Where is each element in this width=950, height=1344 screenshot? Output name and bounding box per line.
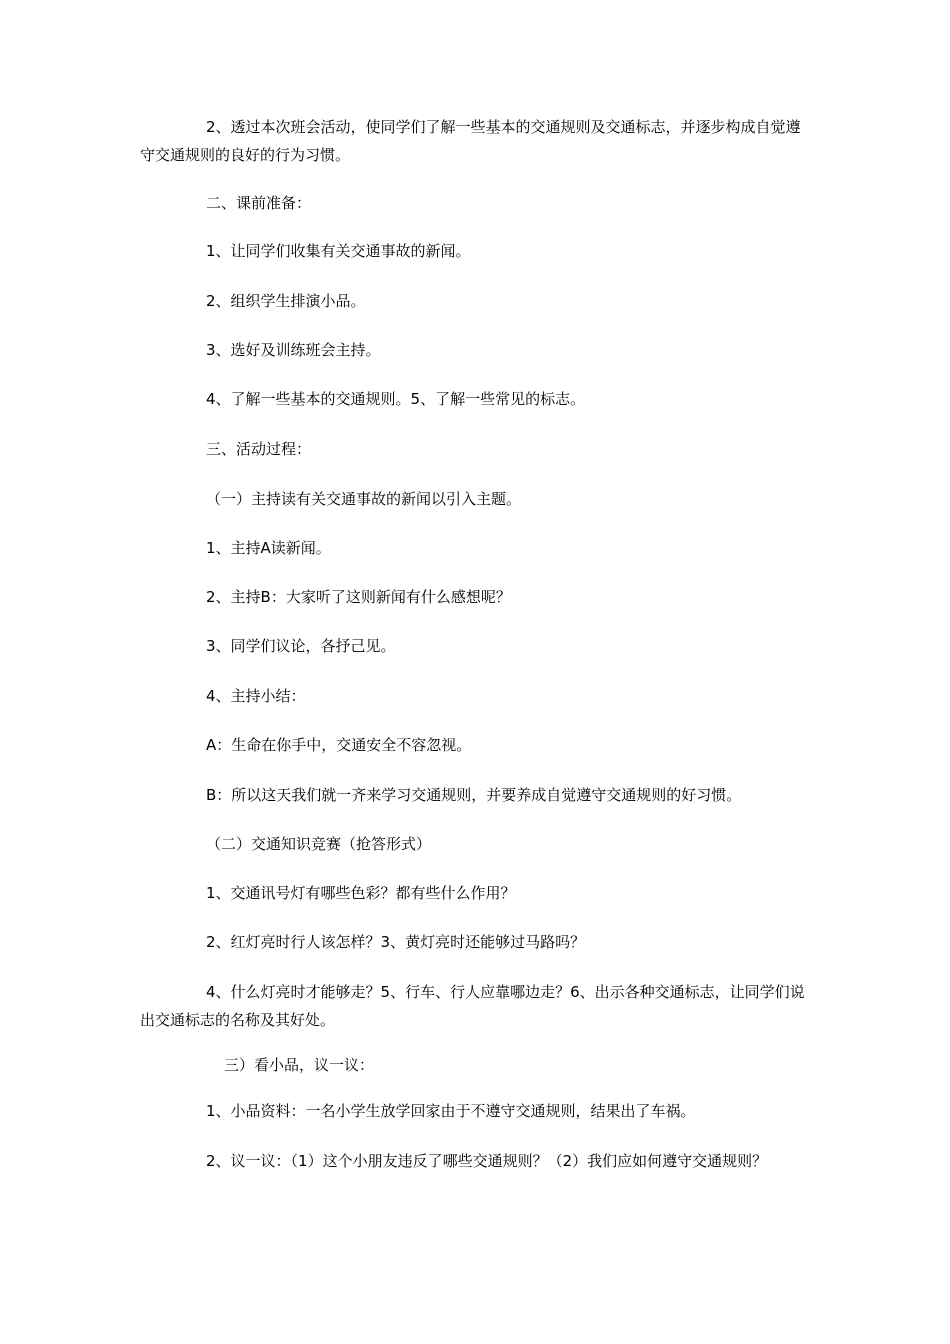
- paragraph-prep-2: 2、组织学生排演小品。: [206, 292, 366, 310]
- paragraph-quiz-2-3: 2、红灯亮时行人该怎样？3、黄灯亮时还能够过马路吗？: [206, 933, 586, 951]
- paragraph-goal-2: 2、透过本次班会活动，使同学们了解一些基本的交通规则及交通标志，并逐步构成自觉遵守交通规则的良好的行为习惯。: [140, 118, 801, 164]
- paragraph-host-a: 1、主持A读新闻。: [206, 539, 331, 557]
- heading-process: 三、活动过程：: [206, 440, 312, 458]
- subheading-part-3: 三）看小品，议一议：: [224, 1056, 375, 1074]
- paragraph-prep-4-5: 4、了解一些基本的交通规则。5、了解一些常见的标志。: [206, 390, 586, 408]
- paragraph-discussion: 3、同学们议论，各抒己见。: [206, 637, 396, 655]
- paragraph-prep-1: 1、让同学们收集有关交通事故的新闻。: [206, 242, 471, 260]
- paragraph-skit-material: 1、小品资料：一名小学生放学回家由于不遵守交通规则，结果出了车祸。: [206, 1102, 696, 1120]
- paragraph-quiz-4-6: 4、什么灯亮时才能够走？5、行车、行人应靠哪边走？6、出示各种交通标志，让同学们说出交通标志的名称及其好处。: [140, 983, 805, 1029]
- subheading-part-1: （一）主持读有关交通事故的新闻以引入主题。: [206, 490, 522, 508]
- paragraph-skit-discuss: 2、议一议：（1）这个小朋友违反了哪些交通规则？（2）我们应如何遵守交通规则？: [206, 1152, 768, 1170]
- paragraph-quiz-1: 1、交通讯号灯有哪些色彩？都有些什么作用？: [206, 884, 516, 902]
- paragraph-summary-b: B：所以这天我们就一齐来学习交通规则，并要养成自觉遵守交通规则的好习惯。: [206, 786, 742, 804]
- subheading-part-2: （二）交通知识竞赛（抢答形式）: [206, 835, 432, 853]
- paragraph-host-b: 2、主持B：大家听了这则新闻有什么感想呢？: [206, 588, 511, 606]
- heading-preparation: 二、课前准备：: [206, 194, 312, 212]
- paragraph-summary-a: A：生命在你手中，交通安全不容忽视。: [206, 736, 472, 754]
- paragraph-prep-3: 3、选好及训练班会主持。: [206, 341, 381, 359]
- paragraph-summary: 4、主持小结：: [206, 687, 306, 705]
